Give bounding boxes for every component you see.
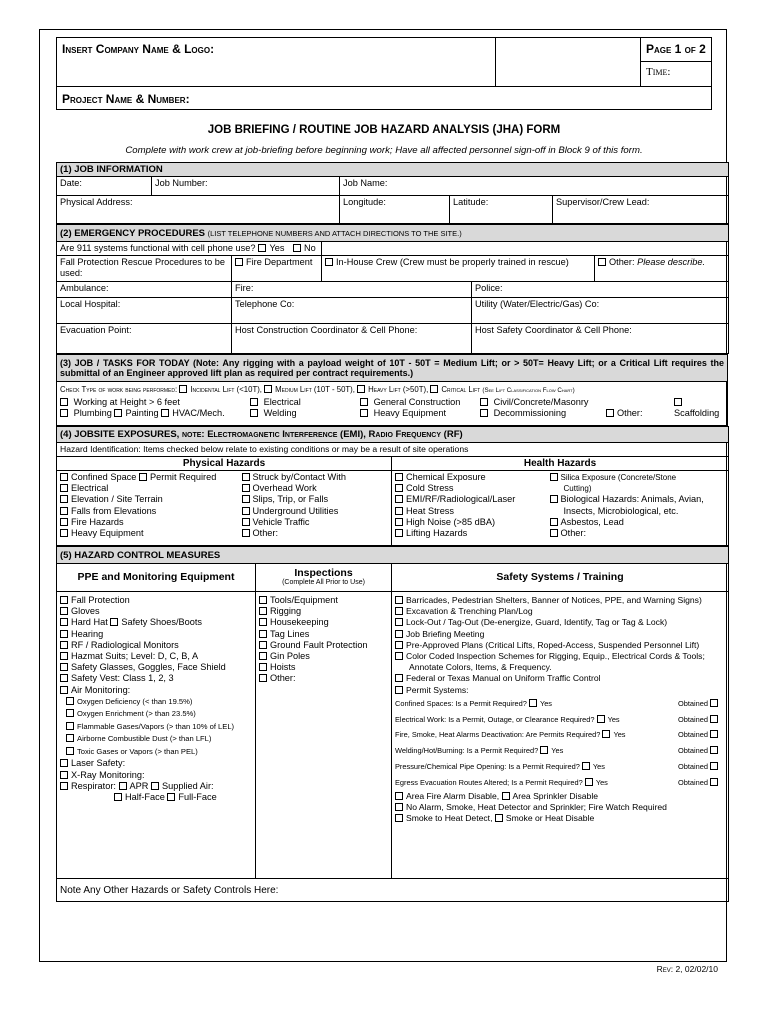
other-task-checkbox[interactable] [606, 409, 614, 417]
section-tasks [56, 354, 728, 426]
supplied-air-checkbox[interactable] [151, 782, 159, 790]
fall-rescue-label: Fall Protection Rescue Procedures to be used: [57, 256, 232, 282]
hazard-checkbox[interactable] [242, 507, 250, 515]
ppe-checkbox[interactable] [60, 596, 68, 604]
ppe-header: PPE and Monitoring Equipment [57, 564, 256, 592]
safety-checkbox[interactable] [395, 674, 403, 682]
permit-obtained [678, 727, 721, 743]
ppe-checkbox[interactable] [60, 686, 68, 694]
electrical-checkbox[interactable] [250, 398, 258, 406]
inspections-header: Inspections (Complete All Prior to Use) [256, 564, 392, 592]
section-exposures [56, 426, 729, 546]
hazard-checkbox[interactable] [395, 529, 403, 537]
permit-yes-label: Yes [607, 714, 620, 724]
section-2-title: (2) EMERGENCY PROCEDURES (LIST TELEPHONE NUMBERS AND ATTACH DIRECTIONS TO THE SITE.) [57, 225, 729, 242]
permit-obtained [678, 696, 721, 712]
inspection-checkbox[interactable] [259, 652, 267, 660]
permit-obtained-label: Obtained [677, 746, 708, 756]
physical-col-b: Struck by/Contact With Overhead Work Slips, Trip, or Falls Underground Utilities Vehicle Traffic Other: [239, 471, 392, 546]
inspections-col: Tools/Equipment Rigging Housekeeping Tag Lines Ground Fault Protection Gin Poles Hoists Other: [256, 592, 392, 879]
general-construction-checkbox[interactable] [360, 398, 368, 406]
hazard-checkbox[interactable] [242, 484, 250, 492]
project-label: Project Name & Number: [62, 92, 190, 106]
hazard-checkbox[interactable] [60, 484, 68, 492]
safety-checkbox[interactable] [395, 630, 403, 638]
permit-yes-label: Yes [595, 777, 608, 787]
safety-checkbox[interactable] [395, 607, 403, 615]
permit-yes-checkbox[interactable] [540, 746, 548, 754]
police-field[interactable]: Police: [472, 282, 729, 298]
inspection-checkbox[interactable] [259, 674, 267, 682]
medium-lift-checkbox[interactable] [264, 385, 272, 393]
notes-field[interactable]: Note Any Other Hazards or Safety Controls Here: [57, 879, 729, 902]
supervisor-field[interactable]: Supervisor/Crew Lead: [553, 196, 729, 224]
physical-hazards-header: Physical Hazards [57, 457, 392, 471]
incidental-lift-checkbox[interactable] [179, 385, 187, 393]
permit-yes-checkbox[interactable] [585, 778, 593, 786]
painting-checkbox[interactable] [114, 409, 122, 417]
form-subtitle: Complete with work crew at job-briefing before beginning work; Have all affected personnel sign-off in Block 9 of this form. [125, 145, 643, 156]
permit-obtained-checkbox[interactable] [710, 762, 718, 770]
permit-obtained-checkbox[interactable] [710, 778, 718, 786]
plumbing-checkbox[interactable] [60, 409, 68, 417]
laser-checkbox[interactable] [60, 759, 68, 767]
inspection-checkbox[interactable] [259, 663, 267, 671]
permit-question: Electrical Work: Is a Permit, Outage, or Clearance Required? [395, 714, 595, 724]
longitude-field[interactable]: Longitude: [340, 196, 450, 224]
safety-checkbox[interactable] [395, 618, 403, 626]
page-number: Page 1 of 2 [646, 42, 706, 56]
permit-obtained-label: Obtained [677, 777, 708, 787]
inspection-checkbox[interactable] [259, 607, 267, 615]
civil-checkbox[interactable] [480, 398, 488, 406]
other-rescue-checkbox[interactable] [598, 258, 606, 266]
heavy-equipment-checkbox[interactable] [360, 409, 368, 417]
permit-yes-checkbox[interactable] [597, 715, 605, 723]
hazard-checkbox[interactable] [60, 518, 68, 526]
q911-row: Are 911 systems functional with cell phone use? Yes No [57, 242, 322, 256]
health-col-b: Silica Exposure (Concrete/Stone Cutting) Biological Hazards: Animals, Avian, Insects, Microbiological, etc. Asbestos, Lead Other: [547, 471, 729, 546]
hazard-checkbox[interactable] [242, 495, 250, 503]
host-coord-field[interactable]: Host Construction Coordinator & Cell Phone: [232, 324, 472, 354]
no-checkbox[interactable] [293, 244, 301, 252]
hazard-checkbox[interactable] [395, 473, 403, 481]
air-checkbox[interactable] [66, 747, 74, 755]
section-4-title: (4) JOBSITE EXPOSURES, note: Electromagnetic Interference (EMI), Radio Frequency (RF) [57, 427, 729, 443]
section-emergency: (2) EMERGENCY PROCEDURES (LIST TELEPHONE NUMBERS AND ATTACH DIRECTIONS TO THE SITE.) Are 911 systems functional with cell phone use? Yes No Fall Protection Rescue Procedures to be used: Fire Department In-House Crew (Crew must be properly trained in rescue) Other: Please describe. Ambulance: Fire: Police: Local Hospital: Telephone Co: Utility (Water/Electric/Gas) Co: Evacuation Point: Host Construction Coordinator & Cell Phone: Host Safety Coordinator & Cell Phone: [56, 224, 729, 354]
ppe-checkbox[interactable] [60, 630, 68, 638]
permit-list [395, 696, 725, 791]
hazard-checkbox[interactable] [395, 518, 403, 526]
project-box[interactable] [56, 86, 712, 110]
health-col-a: Chemical Exposure Cold Stress EMI/RF/Radiological/Laser Heat Stress High Noise (>85 dBA) Lifting Hazards [392, 471, 547, 546]
safety-header: Safety Systems / Training [392, 564, 729, 592]
permit-question: Pressure/Chemical Pipe Opening: Is a Permit Required? [395, 762, 580, 772]
permit-row [395, 696, 725, 712]
hazard-checkbox[interactable] [395, 495, 403, 503]
evacuation-field[interactable]: Evacuation Point: [57, 324, 232, 354]
ppe-checkbox[interactable] [60, 652, 68, 660]
permit-row [395, 743, 725, 759]
section-job-info [56, 162, 729, 224]
safety-col: Barricades, Pedestrian Shelters, Banner of Notices, PPE, and Warning Signs) Excavation & Trenching Plan/Log Lock-Out / Tag-Out (De-energize, Guard, Identify, Tag or Tag & Lock) Job Briefing Meeting Pre-Approved Plans (Critical Lifts, Roped-Access, Suspended Personnel Lift) Color Coded Inspection Schemes for Rigging, Equip., Electrical Cords & Tools; Annotate Colors, Items, & Frequency. Federal or Texas Manual on Uniform Traffic Control Permit Systems: Confined Spaces: Is a Permit Required? Yes Obtained Electrical Work: Is a Permit, Outage, or Clearance Required? Yes Obtained Fire, Smoke, Heat Alarms Deactivation: Are Permits Required? Yes Obtained Welding/Hot/Burning: Is a Permit Required? Yes Obtained Pressure/Chemical Pipe Opening: Is a Permit Required? Yes Obtained Egress Evacuation Routes Altered; Is a Permit Required? Yes Obtained Area Fire Alarm Disable, Area Sprinkler Disable No Alarm, Smoke, Heat Detector and Sprinkler; Fire Watch Required Smoke to Heat Detect, Smoke or Heat Disable [392, 592, 729, 879]
work-type-cell: Check Type of work being performed: Incidental Lift (<10T), Medium Lift (10T - 50T), Heavy Lift (>50T), Critical Lift (See Lift Classification Flow Chart) Working at Height > 6 feet Electrical General Construction Civil/Concrete/Masonry Scaffolding Plumbing Painting HVAC/Mech. Welding Heavy Equipment Decommissioning Other: [57, 382, 728, 426]
time-label: Time: [646, 66, 671, 78]
inspection-checkbox[interactable] [259, 618, 267, 626]
inspection-checkbox[interactable] [259, 641, 267, 649]
blank-box [495, 37, 641, 87]
permit-row [395, 712, 725, 728]
shoes-checkbox[interactable] [110, 618, 118, 626]
confined-space-checkbox[interactable] [60, 473, 68, 481]
ppe-checkbox[interactable] [60, 607, 68, 615]
hazard-checkbox[interactable] [395, 484, 403, 492]
permit-obtained-label: Obtained [677, 762, 708, 772]
permit-obtained-checkbox[interactable] [710, 699, 718, 707]
no-alarm-checkbox[interactable] [395, 803, 403, 811]
physical-col-a: Confined Space Permit Required Electrical Elevation / Site Terrain Falls from Elevations Fire Hazards Heavy Equipment [57, 471, 239, 546]
form-title: JOB BRIEFING / ROUTINE JOB HAZARD ANALYSIS (JHA) FORM [207, 124, 561, 136]
permit-row [395, 759, 725, 775]
job-name-field[interactable]: Job Name: [340, 177, 729, 196]
permit-yes-label: Yes [592, 762, 605, 772]
permit-yes-checkbox[interactable] [602, 730, 610, 738]
time-box[interactable] [640, 61, 712, 87]
permit-obtained-checkbox[interactable] [710, 746, 718, 754]
section-controls [56, 546, 729, 902]
heavy-lift-checkbox[interactable] [357, 385, 365, 393]
air-checkbox[interactable] [66, 722, 74, 730]
health-hazards-header: Health Hazards [392, 457, 729, 471]
permit-yes-label: Yes [551, 746, 564, 756]
hazard-checkbox[interactable] [242, 473, 250, 481]
section-3-title: (3) JOB / TASKS FOR TODAY (Note: Any rigging with a payload weight of 10T - 50T = Medium Lift; or > 50T= Heavy Lift; or a Critical Lift requires the submittal of an Engineer approved lift plan as required per contract requirements.) [57, 355, 728, 382]
fire-field[interactable]: Fire: [232, 282, 472, 298]
hazard-checkbox[interactable] [60, 529, 68, 537]
date-field[interactable]: Date: [57, 177, 152, 196]
permit-obtained-label: Obtained [677, 714, 708, 724]
air-checkbox[interactable] [66, 697, 74, 705]
permit-obtained [678, 775, 721, 791]
permit-question: Confined Spaces: Is a Permit Required? [395, 698, 527, 708]
xray-checkbox[interactable] [60, 771, 68, 779]
permit-yes-checkbox[interactable] [529, 699, 537, 707]
permit-systems-checkbox[interactable] [395, 686, 403, 694]
air-checkbox[interactable] [66, 709, 74, 717]
inspection-checkbox[interactable] [259, 630, 267, 638]
permit-obtained [678, 743, 721, 759]
host-safety-field[interactable]: Host Safety Coordinator & Cell Phone: [472, 324, 729, 354]
ambulance-field[interactable]: Ambulance: [57, 282, 232, 298]
permit-obtained-checkbox[interactable] [710, 715, 718, 723]
section-1-title: (1) JOB INFORMATION [57, 163, 729, 177]
critical-lift-checkbox[interactable] [430, 385, 438, 393]
smoke-rate-checkbox[interactable] [495, 814, 503, 822]
permit-question: Egress Evacuation Routes Altered; Is a Permit Required? [395, 777, 583, 787]
telephone-field[interactable]: Telephone Co: [232, 298, 472, 324]
permit-yes-label: Yes [613, 730, 626, 740]
fire-dept-checkbox[interactable] [235, 258, 243, 266]
permit-obtained [678, 712, 721, 728]
permit-question: Welding/Hot/Burning: Is a Permit Required? [395, 746, 539, 756]
full-face-checkbox[interactable] [167, 793, 175, 801]
job-number-field[interactable]: Job Number: [152, 177, 340, 196]
air-checkbox[interactable] [66, 734, 74, 742]
inhouse-checkbox[interactable] [325, 258, 333, 266]
smoke-heat-checkbox[interactable] [395, 814, 403, 822]
hazard-checkbox[interactable] [242, 529, 250, 537]
latitude-field[interactable]: Latitude: [450, 196, 553, 224]
hospital-field[interactable]: Local Hospital: [57, 298, 232, 324]
ppe-checkbox[interactable] [60, 641, 68, 649]
page-box [640, 37, 712, 62]
permit-obtained-label: Obtained [677, 698, 708, 708]
form-body [56, 162, 728, 902]
area-sprinkler-checkbox[interactable] [502, 792, 510, 800]
hard-hat-checkbox[interactable] [60, 618, 68, 626]
scaffolding-checkbox[interactable] [674, 398, 682, 406]
section-5-title: (5) HAZARD CONTROL MEASURES [57, 547, 729, 564]
apr-checkbox[interactable] [119, 782, 127, 790]
hazard-checkbox[interactable] [60, 507, 68, 515]
company-box[interactable] [56, 37, 496, 87]
permit-yes-label: Yes [539, 698, 552, 708]
hazard-checkbox[interactable] [60, 495, 68, 503]
asbestos-checkbox[interactable] [550, 518, 558, 526]
ppe-col: Fall Protection Gloves Hard Hat Safety Shoes/Boots Hearing RF / Radiological Monitors Hazmat Suits; Level: D, C, B, A Safety Glasses, Goggles, Face Shield Safety Vest: Class 1, 2, 3 Air Monitoring: Oxygen Deficiency (< than 19.5%) Oxygen Enrichment (> than 23.5%) Flammable Gases/Vapors (> than 10% of LEL) Airborne Combustible Dust (> than LFL) Toxic Gases or Vapors (> than PEL) Laser Safety: X-Ray Monitoring: Respirator: APR Supplied Air: Half-Face Full-Face [57, 592, 256, 879]
safety-checkbox[interactable] [395, 641, 403, 649]
permit-question: Fire, Smoke, Heat Alarms Deactivation: Are Permits Required? [395, 730, 601, 740]
hazard-id-text: Hazard Identification: Items checked below relate to existing conditions or may be a result of site operations [57, 443, 729, 457]
other-health-checkbox[interactable] [550, 529, 558, 537]
permit-obtained-checkbox[interactable] [710, 730, 718, 738]
hazard-checkbox[interactable] [242, 518, 250, 526]
permit-row [395, 727, 725, 743]
inspection-checkbox[interactable] [259, 596, 267, 604]
safety-checkbox[interactable] [395, 652, 403, 660]
half-face-checkbox[interactable] [114, 793, 122, 801]
yes-checkbox[interactable] [258, 244, 266, 252]
decommissioning-checkbox[interactable] [480, 409, 488, 417]
area-fire-checkbox[interactable] [395, 792, 403, 800]
biological-checkbox[interactable] [550, 495, 558, 503]
permit-yes-checkbox[interactable] [582, 762, 590, 770]
address-field[interactable]: Physical Address: [57, 196, 340, 224]
permit-required-checkbox[interactable] [139, 473, 147, 481]
silica-checkbox[interactable] [550, 473, 558, 481]
permit-obtained-label: Obtained [677, 730, 708, 740]
hazard-checkbox[interactable] [395, 507, 403, 515]
utility-field[interactable]: Utility (Water/Electric/Gas) Co: [472, 298, 729, 324]
hvac-checkbox[interactable] [161, 409, 169, 417]
welding-checkbox[interactable] [250, 409, 258, 417]
height-checkbox[interactable] [60, 398, 68, 406]
permit-row [395, 775, 725, 791]
ppe-checkbox[interactable] [60, 674, 68, 682]
revision-label: Rev: 2, 02/02/10 [656, 964, 718, 974]
ppe-checkbox[interactable] [60, 663, 68, 671]
respirator-checkbox[interactable] [60, 782, 68, 790]
company-label: Insert Company Name & Logo: [62, 42, 215, 56]
safety-checkbox[interactable] [395, 596, 403, 604]
permit-obtained [678, 759, 721, 775]
